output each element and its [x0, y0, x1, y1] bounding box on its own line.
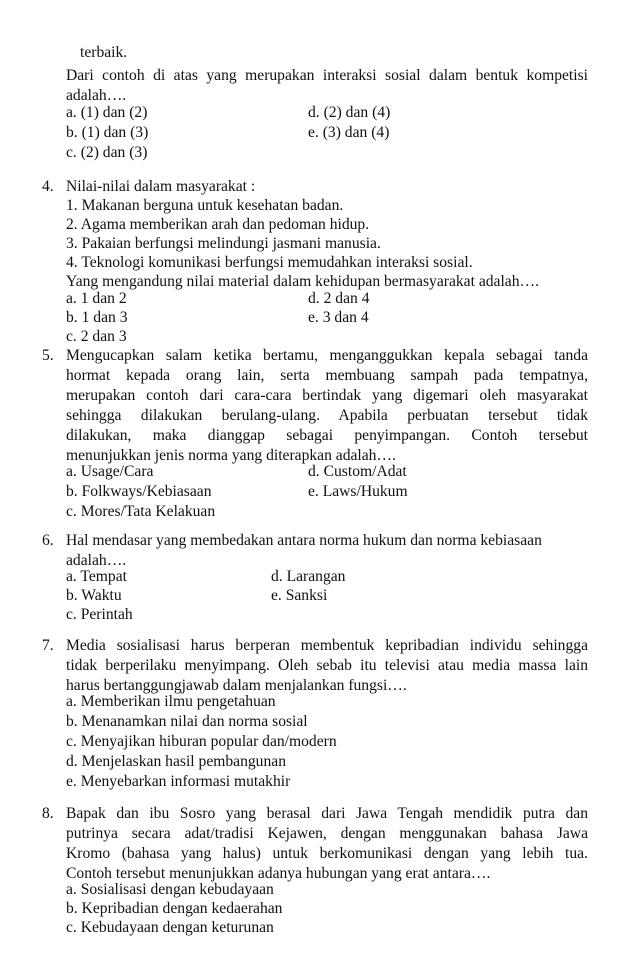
q8-option-c: c. Kebudayaan dengan keturunan [66, 919, 274, 936]
q5-option-b: b. Folkways/Kebiasaan [66, 483, 212, 500]
q4-item-3: 3. Pakaian berfungsi melindungi jasmani manusia. [66, 235, 381, 252]
q5-option-c: c. Mores/Tata Kelakuan [66, 503, 216, 520]
q4-option-a: a. 1 dan 2 [66, 290, 127, 307]
q5-stem-line-5: dilakukan, maka dianggap sebagai penyimpangan. Contoh tersebut [66, 427, 588, 444]
q8-stem-line-1: Bapak dan ibu Sosro yang berasal dari Jawa Tengah mendidik putra dan [66, 805, 588, 822]
q5-option-a: a. Usage/Cara [66, 463, 154, 480]
q6-option-e: e. Sanksi [271, 587, 328, 604]
q5-number: 5. [42, 347, 54, 364]
q5-stem-line-2: hormat kepada orang lain, serta membuang sampah pada tempatnya, [66, 367, 588, 384]
q8-option-a: a. Sosialisasi dengan kebudayaan [66, 881, 274, 898]
q7-number: 7. [42, 637, 54, 654]
q3-option-a: a. (1) dan (2) [66, 104, 148, 121]
q8-stem-line-4: Contoh tersebut menunjukkan adanya hubungan yang erat antara…. [66, 865, 491, 882]
q7-stem-line-1: Media sosialisasi harus berperan membentuk kepribadian individu sehingga [66, 637, 588, 654]
q5-option-e: e. Laws/Hukum [308, 483, 408, 500]
q3-option-b: b. (1) dan (3) [66, 124, 149, 141]
q6-option-c: c. Perintah [66, 606, 133, 623]
q3-stem-line-2: adalah…. [66, 87, 127, 104]
q7-option-b: b. Menanamkan nilai dan norma sosial [66, 713, 308, 730]
q3-option-e: e. (3) dan (4) [308, 124, 390, 141]
q6-option-b: b. Waktu [66, 587, 122, 604]
q5-stem-line-6: menunjukkan jenis norma yang diterapkan adalah…. [66, 447, 396, 464]
q7-option-e: e. Menyebarkan informasi mutakhir [66, 773, 291, 790]
q5-option-d: d. Custom/Adat [308, 463, 407, 480]
q6-option-a: a. Tempat [66, 568, 127, 585]
q5-stem-line-1: Mengucapkan salam ketika bertamu, menganggukkan kepala sebagai tanda [66, 347, 588, 364]
q8-number: 8. [42, 805, 54, 822]
q4-item-2: 2. Agama memberikan arah dan pedoman hidup. [66, 216, 370, 233]
q7-stem-line-2: tidak berperilaku menyimpang. Oleh sebab itu televisi atau media massa lain [66, 657, 588, 674]
q4-option-c: c. 2 dan 3 [66, 328, 127, 345]
q3-option-d: d. (2) dan (4) [308, 104, 391, 121]
q4-item-4: 4. Teknologi komunikasi berfungsi memudahkan interaksi sosial. [66, 254, 473, 271]
q3-continuation: terbaik. [80, 44, 128, 61]
q5-stem-line-3: merupakan contoh dari cara-cara bertindak yang digemari oleh masyarakat [66, 387, 588, 404]
q3-option-c: c. (2) dan (3) [66, 144, 148, 161]
q5-stem-line-4: sehingga dilakukan berulang-ulang. Apabila perbuatan tersebut tidak [66, 407, 588, 424]
q4-number: 4. [42, 178, 54, 195]
q4-option-d: d. 2 dan 4 [308, 290, 370, 307]
q4-item-1: 1. Makanan berguna untuk kesehatan badan. [66, 197, 344, 214]
q3-stem-line-1: Dari contoh di atas yang merupakan interaksi sosial dalam bentuk kompetisi [66, 67, 588, 84]
q7-option-d: d. Menjelaskan hasil pembangunan [66, 753, 286, 770]
q8-stem-line-2: putrinya secara adat/tradisi Kejawen, dengan menggunakan bahasa Jawa [66, 825, 588, 842]
q4-stem: Nilai-nilai dalam masyarakat : [66, 178, 256, 195]
q7-stem-line-3: harus bertanggungjawab dalam menjalankan fungsi…. [66, 677, 407, 694]
q4-option-b: b. 1 dan 3 [66, 309, 128, 326]
q8-option-b: b. Kepribadian dengan kedaerahan [66, 900, 283, 917]
q7-option-a: a. Memberikan ilmu pengetahuan [66, 693, 276, 710]
q4-question: Yang mengandung nilai material dalam kehidupan bermasyarakat adalah…. [66, 273, 540, 290]
q6-number: 6. [42, 532, 54, 549]
q6-option-d: d. Larangan [271, 568, 346, 585]
q6-stem-line-1: Hal mendasar yang membedakan antara norma hukum dan norma kebiasaan [66, 532, 542, 549]
q7-option-c: c. Menyajikan hiburan popular dan/modern [66, 733, 337, 750]
q8-stem-line-3: Kromo (bahasa yang halus) untuk berkomunikasi dengan yang lebih tua. [66, 845, 588, 862]
q4-option-e: e. 3 dan 4 [308, 309, 369, 326]
q6-stem-line-2: adalah…. [66, 552, 127, 569]
